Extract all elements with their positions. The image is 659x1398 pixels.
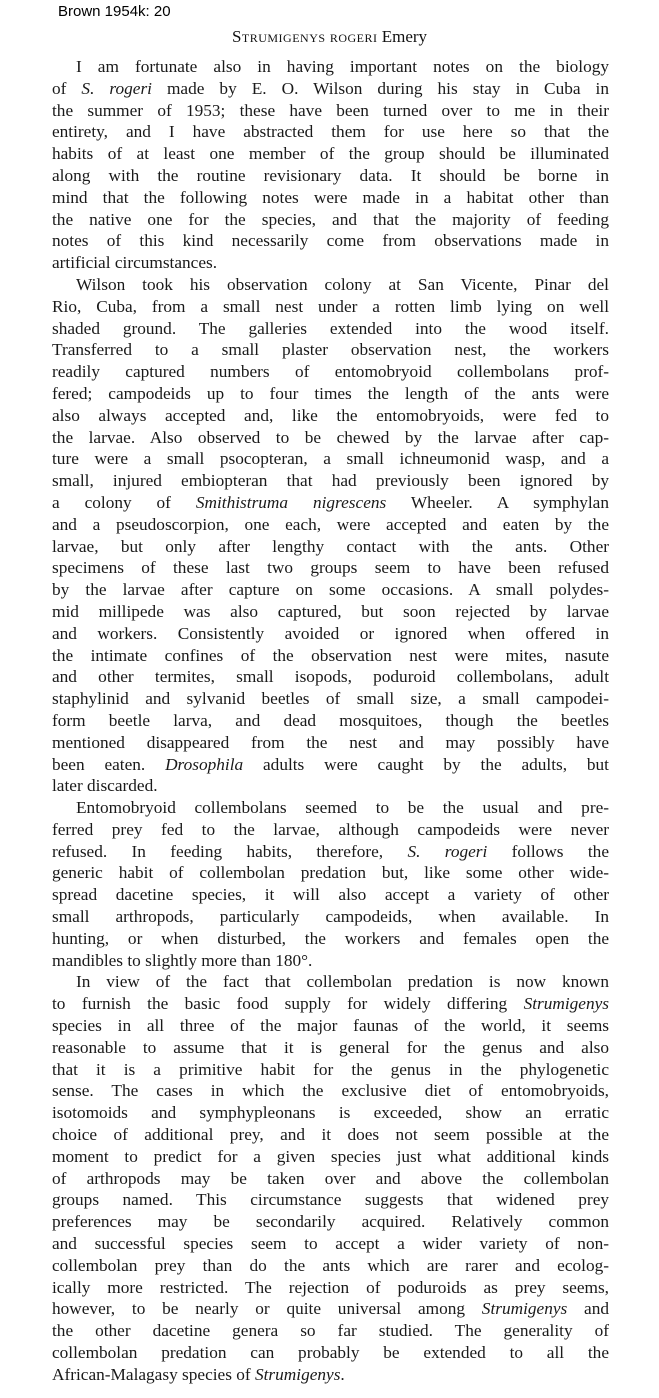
text-line: Rio, Cuba, from a small nest under a rotten limb lying on well [52,296,609,316]
text-line: specimens of these last two groups seem to have been refused [52,558,609,578]
text-line: generic habit of collembolan predation but, like some other wide- [52,863,609,883]
text-line: mandibles to slightly more than 180°. [52,950,313,970]
text-line: hunting, or when disturbed, the workers and females open the [52,928,609,948]
paragraph [52,797,609,971]
text-line: the other dacetine genera so far studied. The generality of [52,1321,609,1341]
text-line: collembolan predation can probably be extended to all the [52,1343,609,1363]
text-line: and successful species seem to accept a wider variety of non- [52,1234,609,1254]
text-line: collembolan prey than do the ants which are rarer and ecolog- [52,1255,609,1275]
text-line: fered; campodeids up to four times the length of the ants were [52,383,609,403]
text-line: habits of at least one member of the group should be illuminated [52,144,609,164]
text-line: preferences may be secondarily acquired. Relatively common [52,1212,609,1232]
text-line: been eaten. Drosophila adults were caught by the adults, but [52,754,609,774]
text-line: and other termites, small isopods, poduroid collembolans, adult [52,667,609,687]
text-line: larvae, but only after lengthy contact with the ants. Other [52,536,609,556]
paragraph [52,971,609,1385]
text-line: form beetle larva, and dead mosquitoes, though the beetles [52,710,609,730]
text-line: and workers. Consistently avoided or ignored when offered in [52,623,609,643]
title-author: Emery [381,27,428,46]
text-line: species in all three of the major faunas of the world, it seems [52,1016,609,1036]
text-line: notes of this kind necessarily come from observations made in [52,231,609,251]
text-line: that it is a primitive habit for the genus in the phylogenetic [52,1059,609,1079]
text-line: however, to be nearly or quite universal among Strumigenys and [52,1299,609,1319]
text-line: artificial circumstances. [52,253,218,273]
text-line: of S. rogeri made by E. O. Wilson during his stay in Cuba in [52,78,609,98]
text-line: isotomoids and symphypleonans is exceeded, show an erratic [52,1103,609,1123]
section-title [0,27,659,47]
text-line: small arthropods, particularly campodeids, when available. In [52,907,609,927]
text-line: Wilson took his observation colony at San Vicente, Pinar del [76,274,609,294]
text-line: mind that the following notes were made in a habitat other than [52,187,609,207]
text-line: shaded ground. The galleries extended into the wood itself. [52,318,609,338]
text-line: African-Malagasy species of Strumigenys. [52,1364,345,1384]
citation-label: Brown 1954k: 20 [58,3,171,20]
text-line: the summer of 1953; these have been turned over to me in their [52,100,609,120]
text-line: also always accepted and, like the entomobryoids, were fed to [52,405,609,425]
title-species: rogeri [329,27,378,46]
text-line: readily captured numbers of entomobryoid collembolans prof- [52,362,609,382]
text-line: the larvae. Also observed to be chewed by the larvae after cap- [52,427,609,447]
text-line: ture were a small psocopteran, a small ichneumonid wasp, and a [52,449,609,469]
text-line: Transferred to a small plaster observation nest, the workers [52,340,609,360]
text-line: along with the routine revisionary data. It should be borne in [52,165,609,185]
text-line: ically more restricted. The rejection of poduroids as prey seems, [52,1277,609,1297]
text-line: In view of the fact that collembolan predation is now known [76,972,609,992]
text-line: staphylinid and sylvanid beetles of small size, a small campodei- [52,689,609,709]
text-line: of arthropods may be taken over and above the collembolan [52,1168,609,1188]
text-line: spread dacetine species, it will also accept a variety of other [52,885,609,905]
text-line: Entomobryoid collembolans seemed to be the usual and pre- [76,798,609,818]
text-line: ferred prey fed to the larvae, although campodeids were never [52,819,609,839]
text-line: the intimate confines of the observation nest were mites, nasute [52,645,609,665]
body-text [52,56,609,1386]
text-line: later discarded. [52,776,158,796]
text-line: and a pseudoscorpion, one each, were accepted and eaten by the [52,514,609,534]
text-line: reasonable to assume that it is general for the genus and also [52,1037,609,1057]
paragraph [52,56,609,274]
text-line: by the larvae after capture on some occasions. A small polydes- [52,580,609,600]
text-line: the native one for the species, and that the majority of feeding [52,209,609,229]
text-line: entirety, and I have abstracted them for use here so that the [52,122,609,142]
text-line: a colony of Smithistruma nigrescens Wheeler. A symphylan [52,492,609,512]
text-line: mid millipede was also captured, but soon rejected by larvae [52,601,609,621]
paragraph [52,274,609,797]
text-line: refused. In feeding habits, therefore, S. rogeri follows the [52,841,609,861]
text-line: small, injured embiopteran that had previously been ignored by [52,471,609,491]
text-line: sense. The cases in which the exclusive diet of entomobryoids, [52,1081,609,1101]
title-genus: Strumigenys [231,27,326,46]
text-line: groups named. This circumstance suggests that widened prey [52,1190,609,1210]
text-line: I am fortunate also in having important notes on the biology [76,57,609,76]
text-line: to furnish the basic food supply for widely differing Strumigenys [52,994,609,1014]
text-line: choice of additional prey, and it does not seem possible at the [52,1125,609,1145]
text-line: mentioned disappeared from the nest and may possibly have [52,732,609,752]
text-line: moment to predict for a given species just what additional kinds [52,1146,609,1166]
